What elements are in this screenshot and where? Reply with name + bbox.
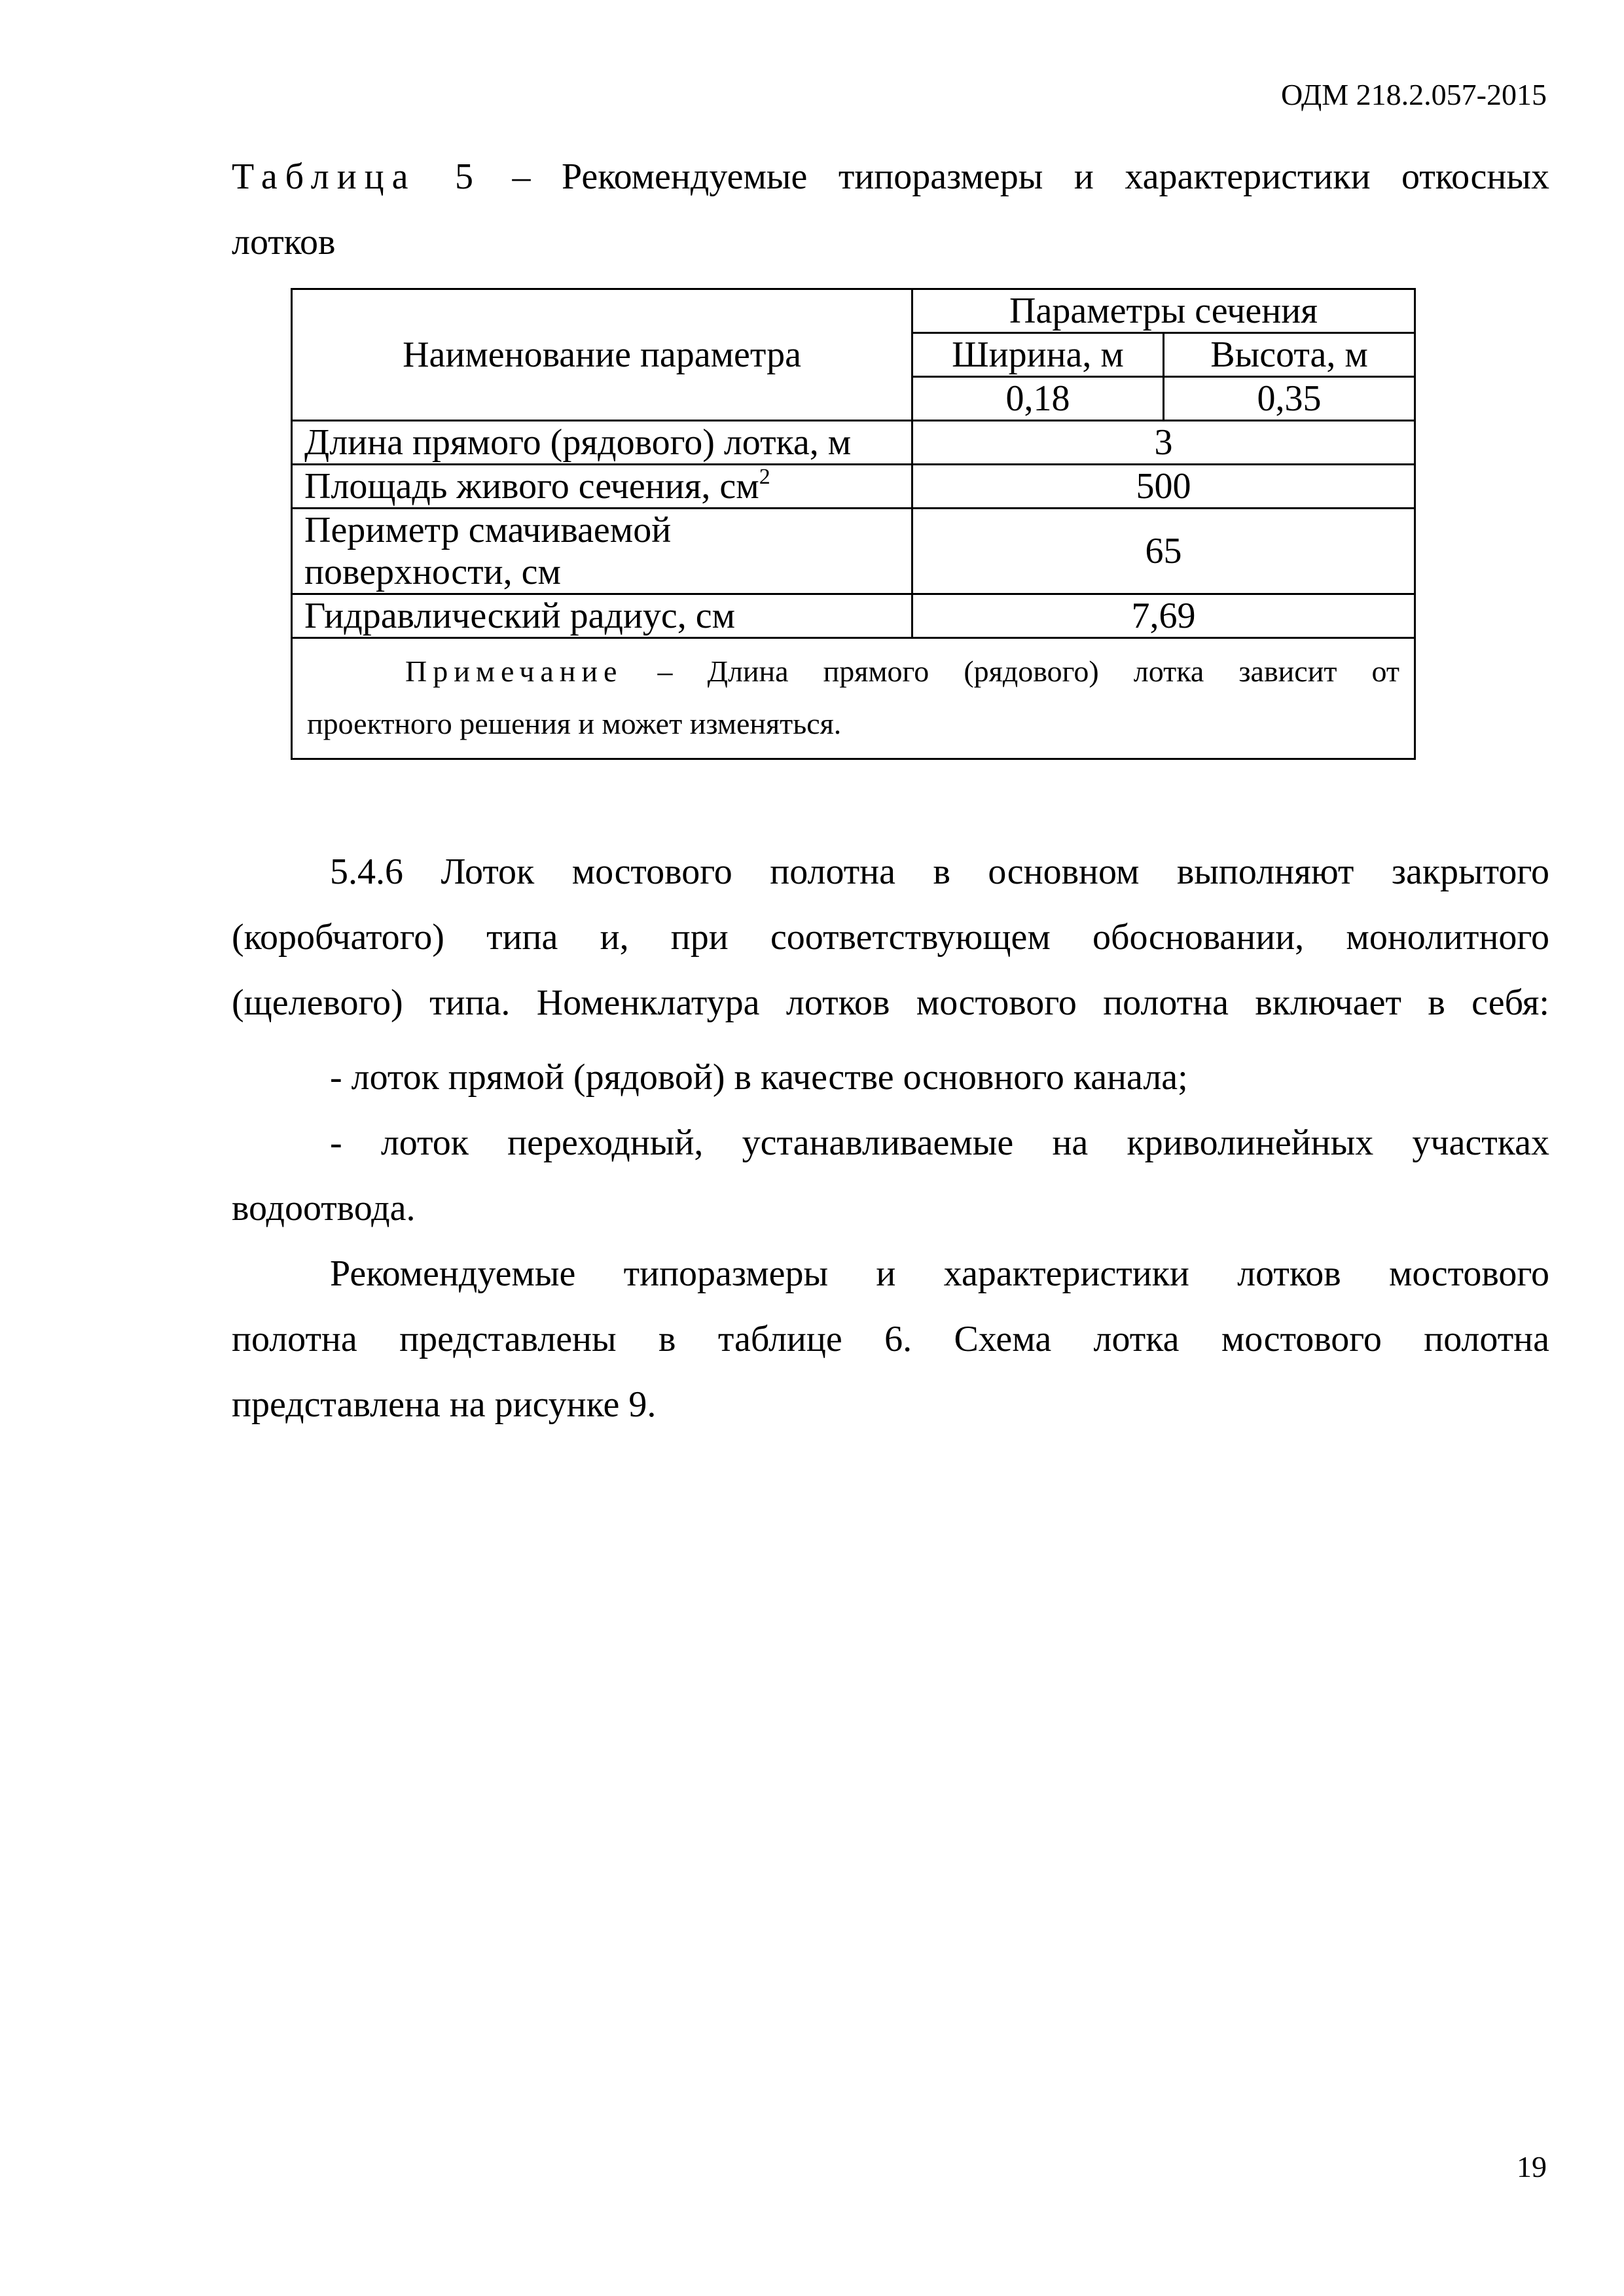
table-header-row	[292, 289, 1415, 333]
list-item: - лоток переходный, устанавливаемые на криволинейных участках	[330, 1122, 1549, 1163]
paragraph-line: 5.4.6 Лоток мостового полотна в основном выполняют закрытого	[330, 852, 1549, 892]
table-caption	[232, 144, 1549, 275]
unit-superscript: 2	[759, 465, 770, 489]
row-label: Длина прямого (рядового) лотка, м	[292, 421, 912, 465]
table-row	[292, 594, 1415, 638]
row-value: 3	[912, 421, 1415, 465]
table-row	[292, 509, 1415, 594]
row-label-text: Площадь живого сечения, см	[304, 466, 759, 507]
row-label	[292, 509, 912, 594]
table-row	[292, 421, 1415, 465]
note-dash: –	[623, 655, 708, 688]
width-header: Ширина, м	[912, 333, 1164, 377]
note-text-1: Длина прямого (рядового) лотка зависит от	[707, 655, 1400, 688]
row-label	[292, 465, 912, 509]
list-item: - лоток прямой (рядовой) в качестве основного канала;	[330, 1057, 1188, 1098]
row-label-line-2: поверхности, см	[304, 552, 561, 592]
caption-dash: –	[481, 156, 562, 197]
paragraph-line: (щелевого) типа. Номенклатура лотков мостового полотна включает в себя:	[232, 982, 1549, 1023]
height-value: 0,35	[1164, 377, 1415, 421]
list-item-continuation: водоотвода.	[232, 1188, 416, 1229]
paragraph-line: полотна представлены в таблице 6. Схема лотка мостового полотна	[232, 1319, 1549, 1359]
caption-line-1	[232, 144, 1549, 209]
table-row	[292, 465, 1415, 509]
caption-text: Рекомендуемые типоразмеры и характеристики откосных	[562, 156, 1549, 197]
caption-label: Таблица 5	[232, 156, 482, 197]
note-line-2: проектного решения и может изменяться.	[307, 707, 842, 740]
param-name-header: Наименование параметра	[292, 289, 912, 421]
row-value: 500	[912, 465, 1415, 509]
row-value: 7,69	[912, 594, 1415, 638]
table-note	[292, 638, 1415, 759]
row-value: 65	[912, 509, 1415, 594]
height-header: Высота, м	[1164, 333, 1415, 377]
characteristics-table	[291, 288, 1416, 760]
row-label-line-1: Периметр смачиваемой	[304, 510, 672, 550]
note-line-1	[307, 645, 1399, 698]
document-code: ОДМ 218.2.057-2015	[1280, 78, 1547, 111]
section-params-header: Параметры сечения	[912, 289, 1415, 333]
note-label: Примечание	[405, 655, 623, 688]
page-number: 19	[1517, 2150, 1547, 2183]
paragraph-line: представлена на рисунке 9.	[232, 1384, 657, 1425]
paragraph-line: (коробчатого) типа и, при соответствующем обосновании, монолитного	[232, 917, 1549, 958]
table-note-row	[292, 638, 1415, 759]
body-text	[232, 839, 1549, 1437]
row-label: Гидравлический радиус, см	[292, 594, 912, 638]
width-value: 0,18	[912, 377, 1164, 421]
paragraph-line: Рекомендуемые типоразмеры и характеристики лотков мостового	[330, 1253, 1549, 1294]
caption-line-2: лотков	[232, 222, 336, 262]
